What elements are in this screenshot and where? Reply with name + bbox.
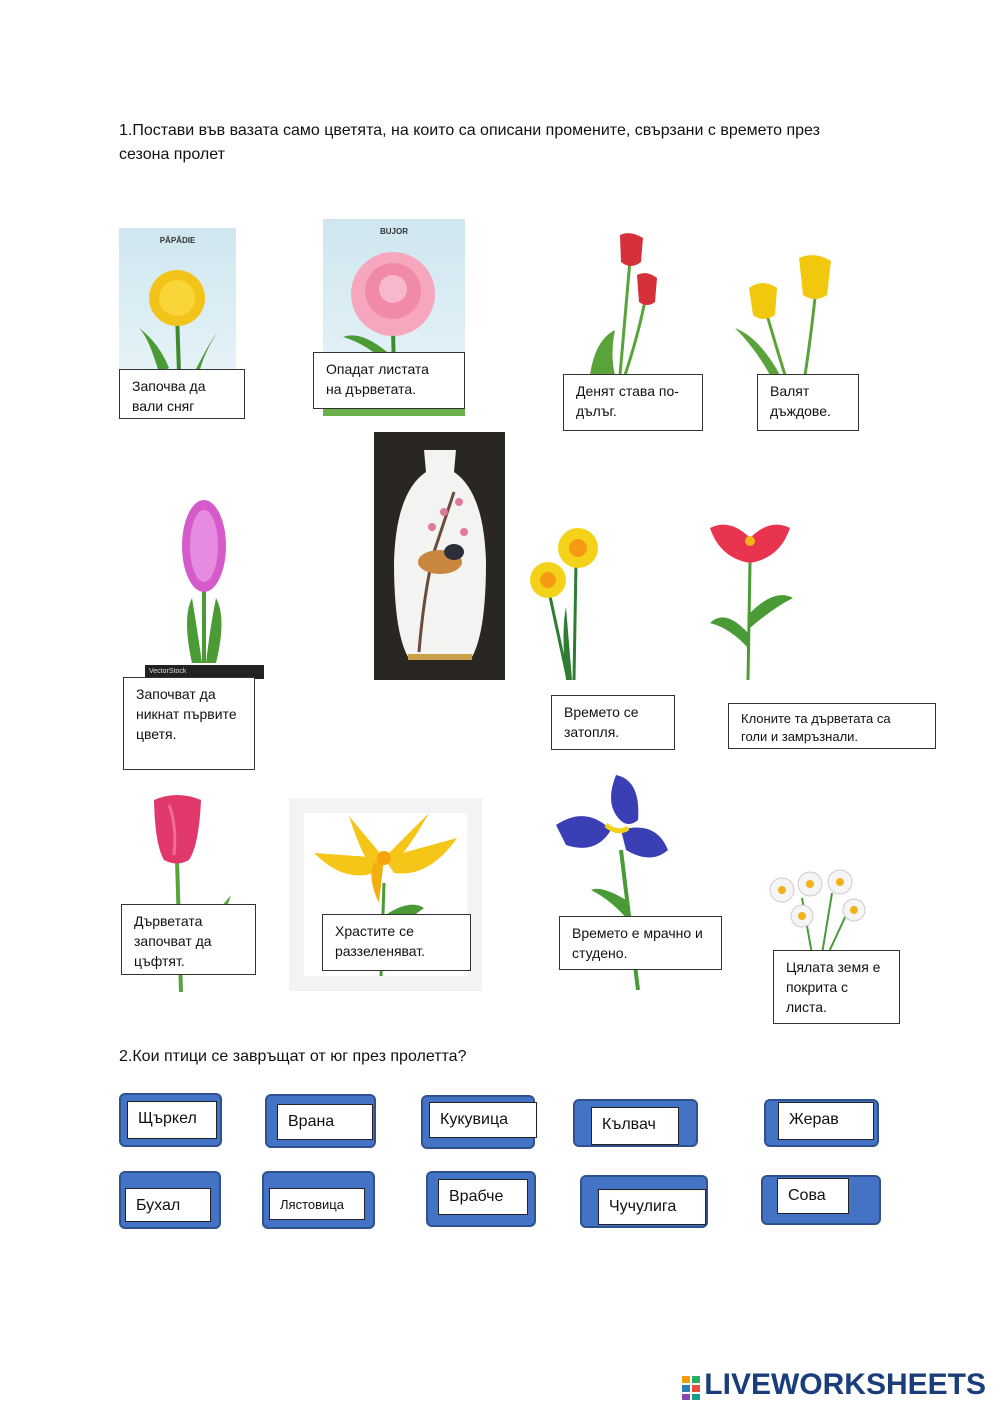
bird-label-crane: Жерав: [778, 1102, 874, 1140]
card-leaves-fall[interactable]: Опадат листата на дърветата.: [313, 352, 465, 409]
liveworksheets-logo: [682, 1368, 986, 1402]
liveworksheets-text: LIVEWORKSHEETS: [704, 1368, 986, 1401]
bird-label-stork: Щъркел: [127, 1101, 217, 1139]
bird-label-cuckoo: Кукувица: [429, 1102, 537, 1138]
question-1-line-2: сезона пролет: [119, 146, 225, 163]
bird-label-sparrow: Врабче: [438, 1179, 528, 1215]
bird-label-owl-sova: Сова: [777, 1178, 849, 1214]
vectorstock-watermark: VectorStock: [145, 665, 264, 679]
bird-label-crow: Врана: [277, 1104, 373, 1140]
bird-label-woodpecker: Кълвач: [591, 1107, 679, 1145]
bird-box-woodpecker[interactable]: [573, 1099, 698, 1147]
red-flower-image[interactable]: [705, 513, 795, 680]
hyacinth-image[interactable]: [172, 498, 232, 663]
card-snow[interactable]: Започва да вали сняг: [119, 369, 245, 419]
card-day-longer[interactable]: Денят става по- дълъг.: [563, 374, 703, 431]
bird-box-owl[interactable]: [119, 1171, 221, 1229]
bird-label-owl: Бухал: [125, 1188, 211, 1222]
vase-image: [374, 432, 505, 680]
liveworksheets-mark-icon: [682, 1374, 700, 1398]
bird-box-crow[interactable]: [265, 1094, 376, 1148]
bird-box-cuckoo[interactable]: [421, 1095, 535, 1149]
dandelion-image[interactable]: [119, 228, 236, 373]
bird-box-stork[interactable]: [119, 1093, 222, 1147]
bird-box-sparrow[interactable]: [426, 1171, 536, 1227]
dandelion-label: PĂPĂDIE: [159, 236, 196, 245]
bird-box-swallow[interactable]: [262, 1171, 375, 1229]
card-first-flowers[interactable]: Започват да никнат първите цветя.: [123, 677, 255, 770]
bird-label-lark: Чучулига: [598, 1189, 706, 1225]
card-weather-warms[interactable]: Времето се затопля.: [551, 695, 675, 750]
card-trees-bloom[interactable]: Дърветата започват да цъфтят.: [121, 904, 256, 975]
card-rains[interactable]: Валят дъждове.: [757, 374, 859, 431]
yellow-tulips-image[interactable]: [735, 253, 840, 375]
card-bushes-green[interactable]: Храстите се раззеленяват.: [322, 914, 471, 971]
daffodils-image[interactable]: [526, 522, 604, 680]
peony-label: BUJOR: [379, 227, 408, 236]
bird-box-lark[interactable]: [580, 1175, 708, 1228]
narcissus-image[interactable]: [762, 868, 874, 954]
card-branches-frozen[interactable]: Клоните та дърветата са голи и замръзнали.: [728, 703, 936, 749]
bird-box-crane[interactable]: [764, 1099, 879, 1147]
red-tulips-image[interactable]: [585, 230, 665, 375]
question-2: 2.Кои птици се завръщат от юг през пролетта?: [119, 1048, 467, 1065]
bird-box-owl-sova[interactable]: [761, 1175, 881, 1225]
question-1: [119, 119, 899, 167]
card-gloomy-cold[interactable]: Времето е мрачно и студено.: [559, 916, 722, 970]
question-1-line-1: 1.Постави във вазата само цветята, на които са описани промените, свързани с времето през: [119, 122, 820, 139]
bird-label-swallow: Лястовица: [269, 1188, 365, 1220]
card-ground-leaves[interactable]: Цялата земя е покрита с листа.: [773, 950, 900, 1024]
